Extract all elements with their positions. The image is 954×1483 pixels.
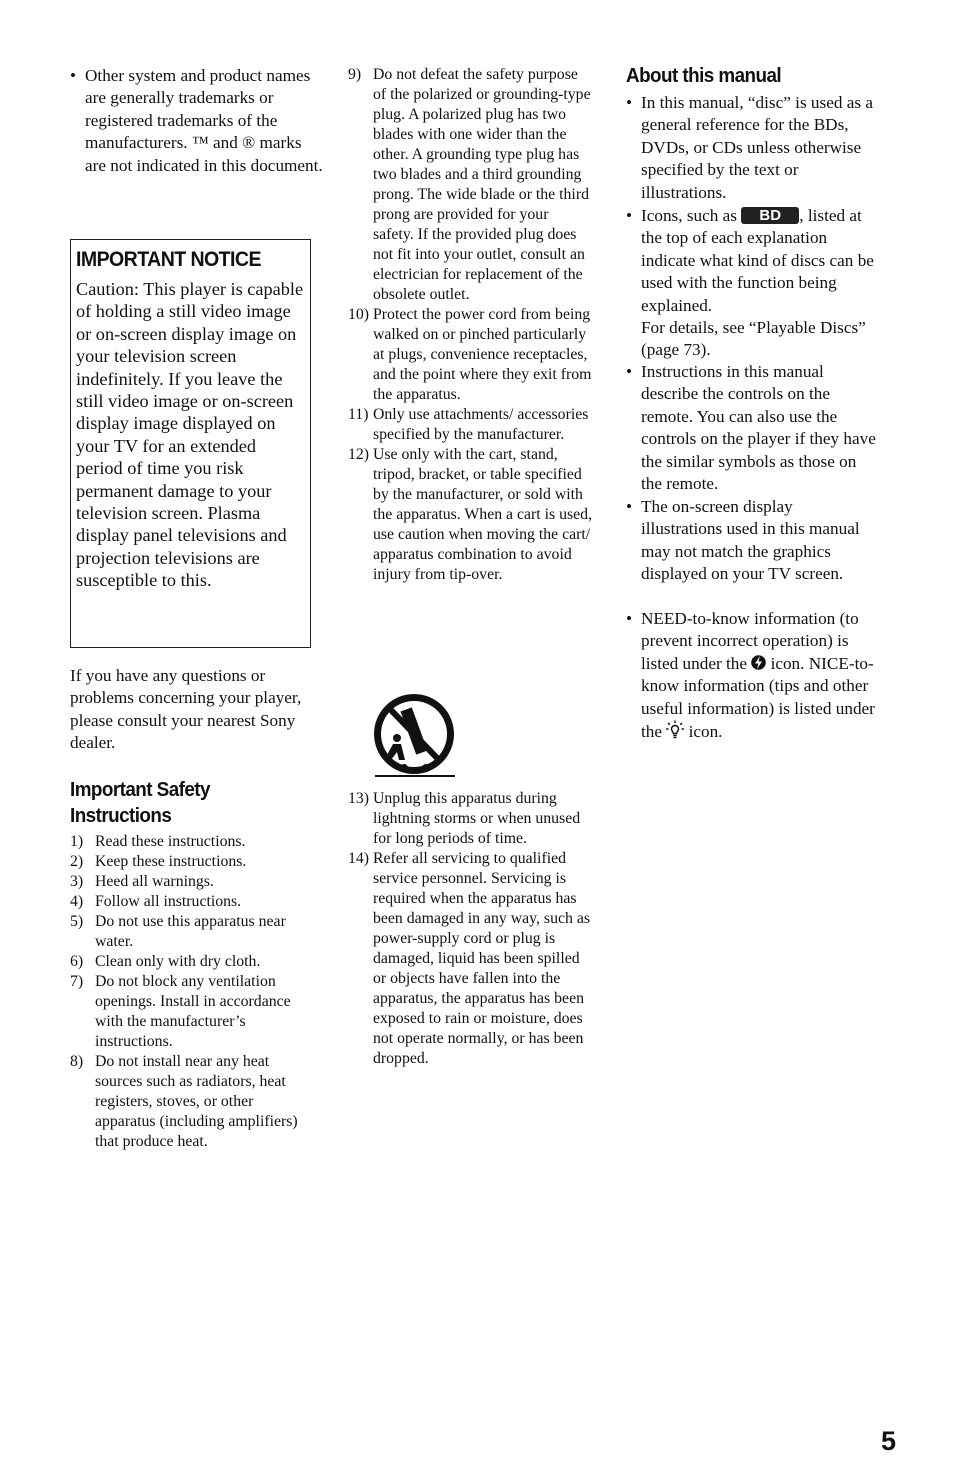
questions-paragraph: If you have any questions or problems concerning your player, please consult your nearest Sony dealer. (70, 666, 302, 753)
nice-to-know-lightbulb-icon (666, 720, 684, 739)
notice-title: IMPORTANT NOTICE (76, 248, 261, 271)
list-item: 4) Follow all instructions. (70, 893, 242, 910)
safety-heading-line1: Important Safety (70, 778, 210, 801)
list-item: 13) Unplug this apparatus during lightning storms or when unused for long periods of time. (348, 790, 581, 847)
trademark-bullet: • Other system and product names are generally trademarks or registered trademarks of the manufacturers. ™ and ® marks are not indicated in this document. (70, 66, 323, 175)
list-item: • Icons, such as BD , listed at the top of each explanation indicate what kind of discs can be used with the function being explained. For details, see “Playable Discs” (page 73). (626, 206, 874, 360)
list-item: • Instructions in this manual describe the controls on the remote. You can also use the controls on the player if they have the similar symbols as those on the remote. (626, 362, 876, 494)
important-notice-box (70, 239, 311, 648)
list-item: 1) Read these instructions. (70, 833, 246, 850)
safety-heading-line2: Instructions (70, 804, 172, 827)
about-manual-heading: About this manual (626, 64, 782, 87)
safety-list-13-14 (348, 789, 593, 1069)
list-item: 8) Do not install near any heat sources such as radiators, heat registers, stoves, or other apparatus (including amplifiers) that produce heat. (70, 1053, 298, 1150)
safety-list-1-8 (70, 832, 315, 1152)
bd-disc-badge-icon: BD (741, 207, 799, 224)
list-item: 5) Do not use this apparatus near water. (70, 913, 286, 950)
cart-tip-over-warning-icon (371, 694, 461, 784)
safety-list-9-12 (348, 65, 593, 585)
list-item: 6) Clean only with dry cloth. (70, 953, 261, 970)
list-item: 12) Use only with the cart, stand, tripod, bracket, or table specified by the manufacturer, or sold with the apparatus. When a cart is used, use caution when moving the cart/ apparatus combination to avoid injury from tip-over. (348, 446, 593, 583)
list-item: 3) Heed all warnings. (70, 873, 214, 890)
list-item: 7) Do not block any ventilation openings. Install in accordance with the manufacturer’s instructions. (70, 973, 291, 1050)
list-item: • In this manual, “disc” is used as a general reference for the BDs, DVDs, or CDs unless otherwise specified by the text or illustrations. (626, 93, 873, 202)
list-item: 14) Refer all servicing to qualified service personnel. Servicing is required when the apparatus has been damaged in any way, such as power-supply cord or plug is damaged, liquid has been spilled or objects have fallen into the apparatus, the apparatus has been exposed to rain or moisture, does not operate normally, or has been dropped. (348, 850, 590, 1067)
list-item: 10) Protect the power cord from being walked on or pinched particularly at plugs, convenience receptacles, and the point where they exit from the apparatus. (348, 306, 592, 403)
notice-body: Caution: This player is capable of holding a still video image or on-screen display image on your television screen indefinitely. If you leave the still video image or on-screen display image displayed on your TV for an extended period of time you risk permanent damage to your television screen. Plasma display panel televisions and projection televisions are susceptible to this. (76, 279, 304, 591)
list-item: • The on-screen display illustrations used in this manual may not match the graphics displayed on your TV screen. (626, 497, 860, 584)
list-item: • NEED-to-know information (to prevent incorrect operation) is listed under the icon. NICE-to-know information (tips and other useful information) is listed under the icon. (626, 609, 875, 742)
need-to-know-warning-icon (751, 654, 766, 671)
list-item: 2) Keep these instructions. (70, 853, 247, 870)
list-item: 11) Only use attachments/ accessories specified by the manufacturer. (348, 406, 589, 443)
list-item: 9) Do not defeat the safety purpose of the polarized or grounding-type plug. A polarized plug has two blades with one wider than the other. A grounding type plug has two blades and a third grounding prong. The wide blade or the third prong are provided for your safety. If the provided plug does not fit into your outlet, consult an electrician for replacement of the obsolete outlet. (348, 66, 591, 303)
page-number: 5 (880, 1426, 896, 1456)
